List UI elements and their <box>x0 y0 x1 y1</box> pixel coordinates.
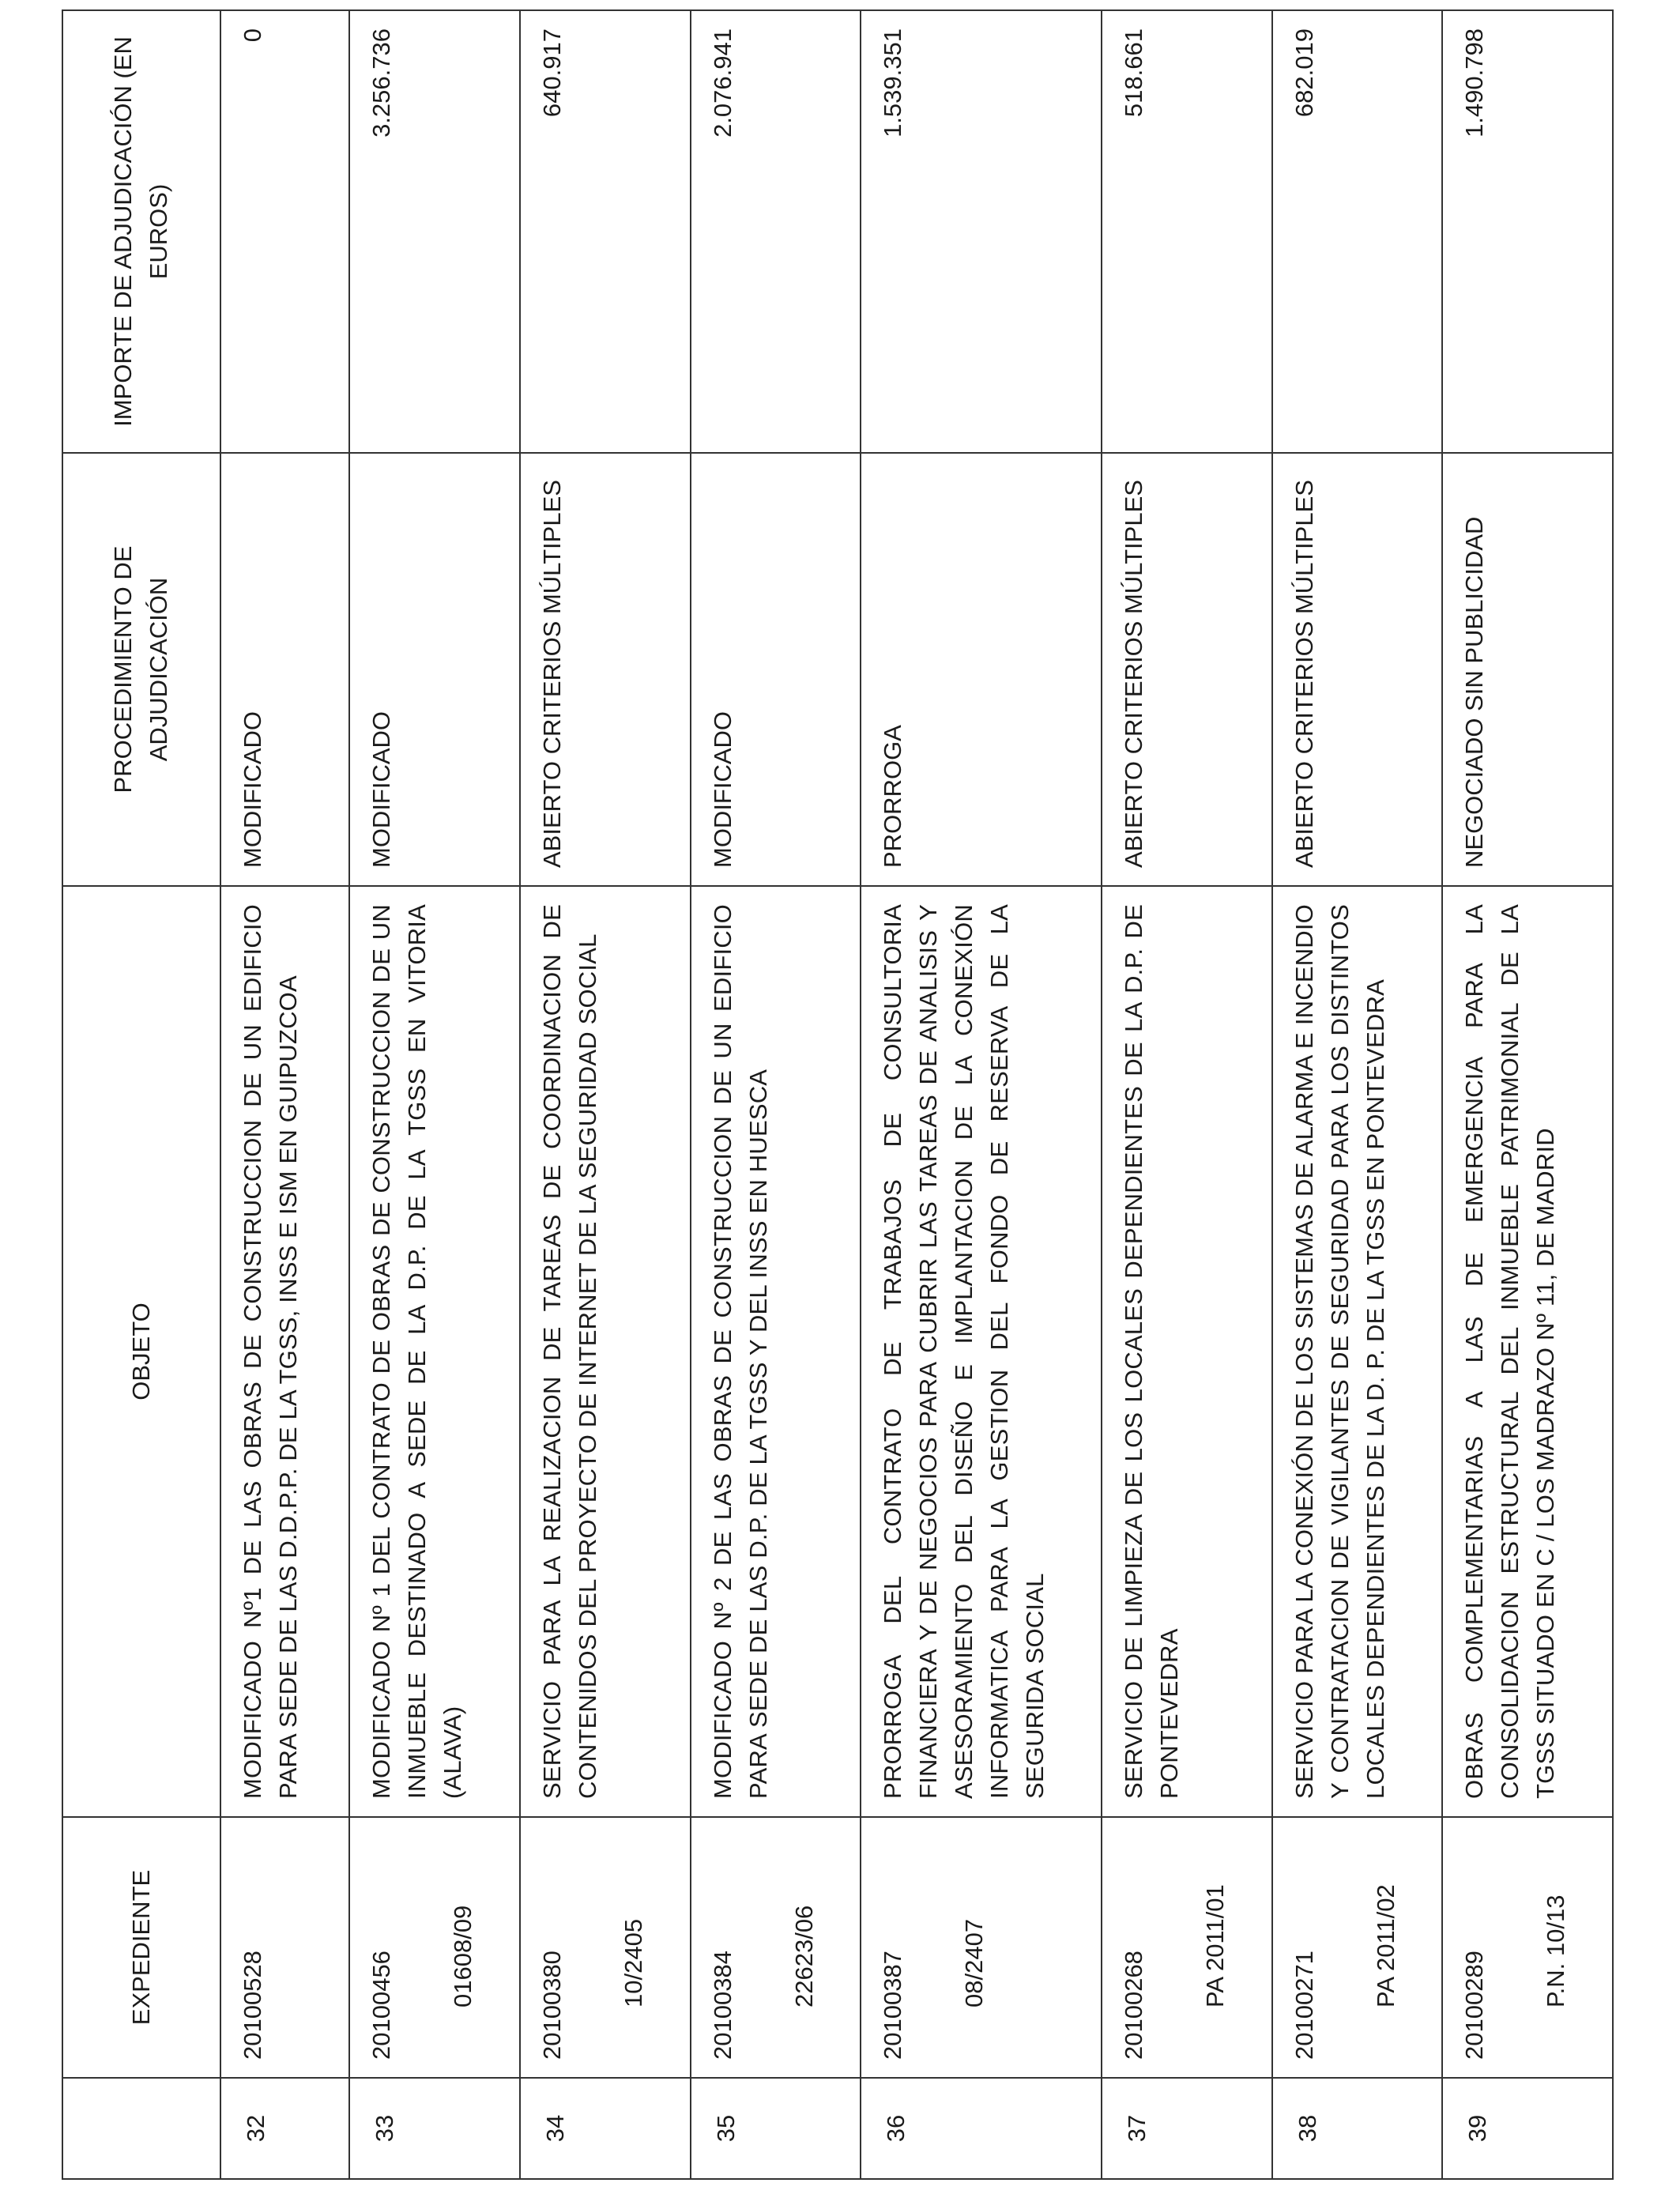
row-procedimiento: MODIFICADO <box>691 453 861 886</box>
rotated-page <box>62 11 1614 2180</box>
expediente-subcode: 22623/06 <box>789 1905 818 2007</box>
row-objeto <box>349 886 520 1817</box>
expediente-code: 20100271 <box>1290 1951 1318 2060</box>
header-num <box>62 2078 220 2179</box>
objeto-text: MODIFICADO Nº1 DE LAS OBRAS DE CONSTRUCCION DE UN EDIFICIO PARA SEDE DE LAS D.D.P.P. DE LA TGSS, INSS E ISM EN GUIPUZCOA <box>239 904 302 1799</box>
row-objeto <box>861 886 1102 1817</box>
row-objeto <box>220 886 349 1817</box>
header-row <box>62 10 220 2179</box>
expediente-subcode: 01608/09 <box>449 1905 477 2007</box>
objeto-text: SERVICIO PARA LA REALIZACION DE TAREAS DE COORDINACION DE CONTENIDOS DEL PROYECTO DE INTERNET DE LA SEGURIDAD SOCIAL <box>538 904 602 1799</box>
expediente-code: 20100387 <box>879 1951 907 2060</box>
row-objeto <box>520 886 691 1817</box>
row-importe: 518.661 <box>1102 10 1272 453</box>
header-expediente: EXPEDIENTE <box>62 1817 220 2078</box>
row-objeto <box>1272 886 1443 1817</box>
expediente-code: 20100384 <box>708 1951 736 2060</box>
row-expediente <box>220 1817 349 2078</box>
row-procedimiento: MODIFICADO <box>220 453 349 886</box>
row-importe: 3.256.736 <box>349 10 520 453</box>
row-number: 39 <box>1442 2078 1613 2179</box>
expediente-subcode: PA 2011/02 <box>1371 1884 1399 2007</box>
row-number: 35 <box>691 2078 861 2179</box>
row-importe: 1.490.798 <box>1442 10 1613 453</box>
row-procedimiento: ABIERTO CRITERIOS MÚLTIPLES <box>1272 453 1443 886</box>
table-row <box>220 10 349 2179</box>
table-row <box>520 10 691 2179</box>
contracts-table <box>62 9 1614 2180</box>
row-procedimiento: NEGOCIADO SIN PUBLICIDAD <box>1442 453 1613 886</box>
expediente-subcode: P.N. 10/13 <box>1542 1894 1570 2007</box>
row-number: 36 <box>861 2078 1102 2179</box>
row-number: 34 <box>520 2078 691 2179</box>
row-number: 32 <box>220 2078 349 2179</box>
row-expediente <box>861 1817 1102 2078</box>
header-objeto: OBJETO <box>62 886 220 1817</box>
row-procedimiento: ABIERTO CRITERIOS MÚLTIPLES <box>1102 453 1272 886</box>
table-row <box>861 10 1102 2179</box>
expediente-code: 20100528 <box>239 1951 266 2060</box>
header-importe: IMPORTE DE ADJUDICACIÓN (EN EUROS) <box>62 10 220 453</box>
row-importe: 0 <box>220 10 349 453</box>
table-body <box>220 10 1613 2179</box>
objeto-text: SERVICIO PARA LA CONEXIÓN DE LOS SISTEMAS DE ALARMA E INCENDIO Y CONTRATACION DE VIGILANTES DE SEGURIDAD PARA LOS DISTINTOS LOCALES DEPENDIENTES DE LA D. P. DE LA TGSS EN PONTEVEDRA <box>1290 904 1389 1799</box>
row-importe: 1.539.351 <box>861 10 1102 453</box>
row-procedimiento: ABIERTO CRITERIOS MÚLTIPLES <box>520 453 691 886</box>
objeto-text: SERVICIO DE LIMPIEZA DE LOS LOCALES DEPENDIENTES DE LA D.P. DE PONTEVEDRA <box>1120 904 1184 1799</box>
row-expediente <box>520 1817 691 2078</box>
row-objeto <box>1102 886 1272 1817</box>
row-objeto <box>1442 886 1613 1817</box>
row-procedimiento: MODIFICADO <box>349 453 520 886</box>
row-number: 37 <box>1102 2078 1272 2179</box>
expediente-code: 20100380 <box>538 1951 567 2060</box>
table-row <box>691 10 861 2179</box>
objeto-text: MODIFICADO Nº 1 DEL CONTRATO DE OBRAS DE CONSTRUCCION DE UN INMUEBLE DESTINADO A SEDE DE LA D.P. DE LA TGSS EN VITORIA (ALAVA) <box>367 904 467 1799</box>
row-expediente <box>1272 1817 1443 2078</box>
row-importe: 2.076.941 <box>691 10 861 453</box>
row-procedimiento: PRORROGA <box>861 453 1102 886</box>
row-number: 33 <box>349 2078 520 2179</box>
table-row <box>1442 10 1613 2179</box>
row-objeto <box>691 886 861 1817</box>
expediente-code: 20100268 <box>1120 1951 1148 2060</box>
row-number: 38 <box>1272 2078 1443 2179</box>
row-importe: 640.917 <box>520 10 691 453</box>
objeto-text: MODIFICADO Nº 2 DE LAS OBRAS DE CONSTRUCCION DE UN EDIFICIO PARA SEDE DE LAS D.P. DE LA TGSS Y DEL INSS EN HUESCA <box>708 904 772 1799</box>
row-importe: 682.019 <box>1272 10 1443 453</box>
row-expediente <box>1442 1817 1613 2078</box>
expediente-subcode: PA 2011/01 <box>1201 1884 1230 2007</box>
table-row <box>1102 10 1272 2179</box>
expediente-subcode: 10/2405 <box>620 1918 648 2007</box>
header-procedimiento: PROCEDIMIENTO DE ADJUDICACIÓN <box>62 453 220 886</box>
table-row <box>349 10 520 2179</box>
expediente-code: 20100289 <box>1460 1951 1489 2060</box>
row-expediente <box>1102 1817 1272 2078</box>
row-expediente <box>691 1817 861 2078</box>
objeto-text: PRORROGA DEL CONTRATO DE TRABAJOS DE CONSULTORIA FINANCIERA Y DE NEGOCIOS PARA CUBRIR LAS TAREAS DE ANALISIS Y ASESORAMIENTO DEL DISEÑO E IMPLANTACION DE LA CONEXIÓN INFORMATICA PARA LA GESTION DEL FONDO DE RESERVA DE LA SEGURIDA SOCIAL <box>879 904 1049 1799</box>
expediente-code: 20100456 <box>367 1951 396 2060</box>
table-row <box>1272 10 1443 2179</box>
expediente-subcode: 08/2407 <box>960 1918 989 2007</box>
objeto-text: OBRAS COMPLEMENTARIAS A LAS DE EMERGENCIA PARA LA CONSOLIDACION ESTRUCTURAL DEL INMUEBLE PATRIMONIAL DE LA TGSS SITUADO EN C / LOS MADRAZO Nº 11, DE MADRID <box>1460 904 1560 1799</box>
row-expediente <box>349 1817 520 2078</box>
